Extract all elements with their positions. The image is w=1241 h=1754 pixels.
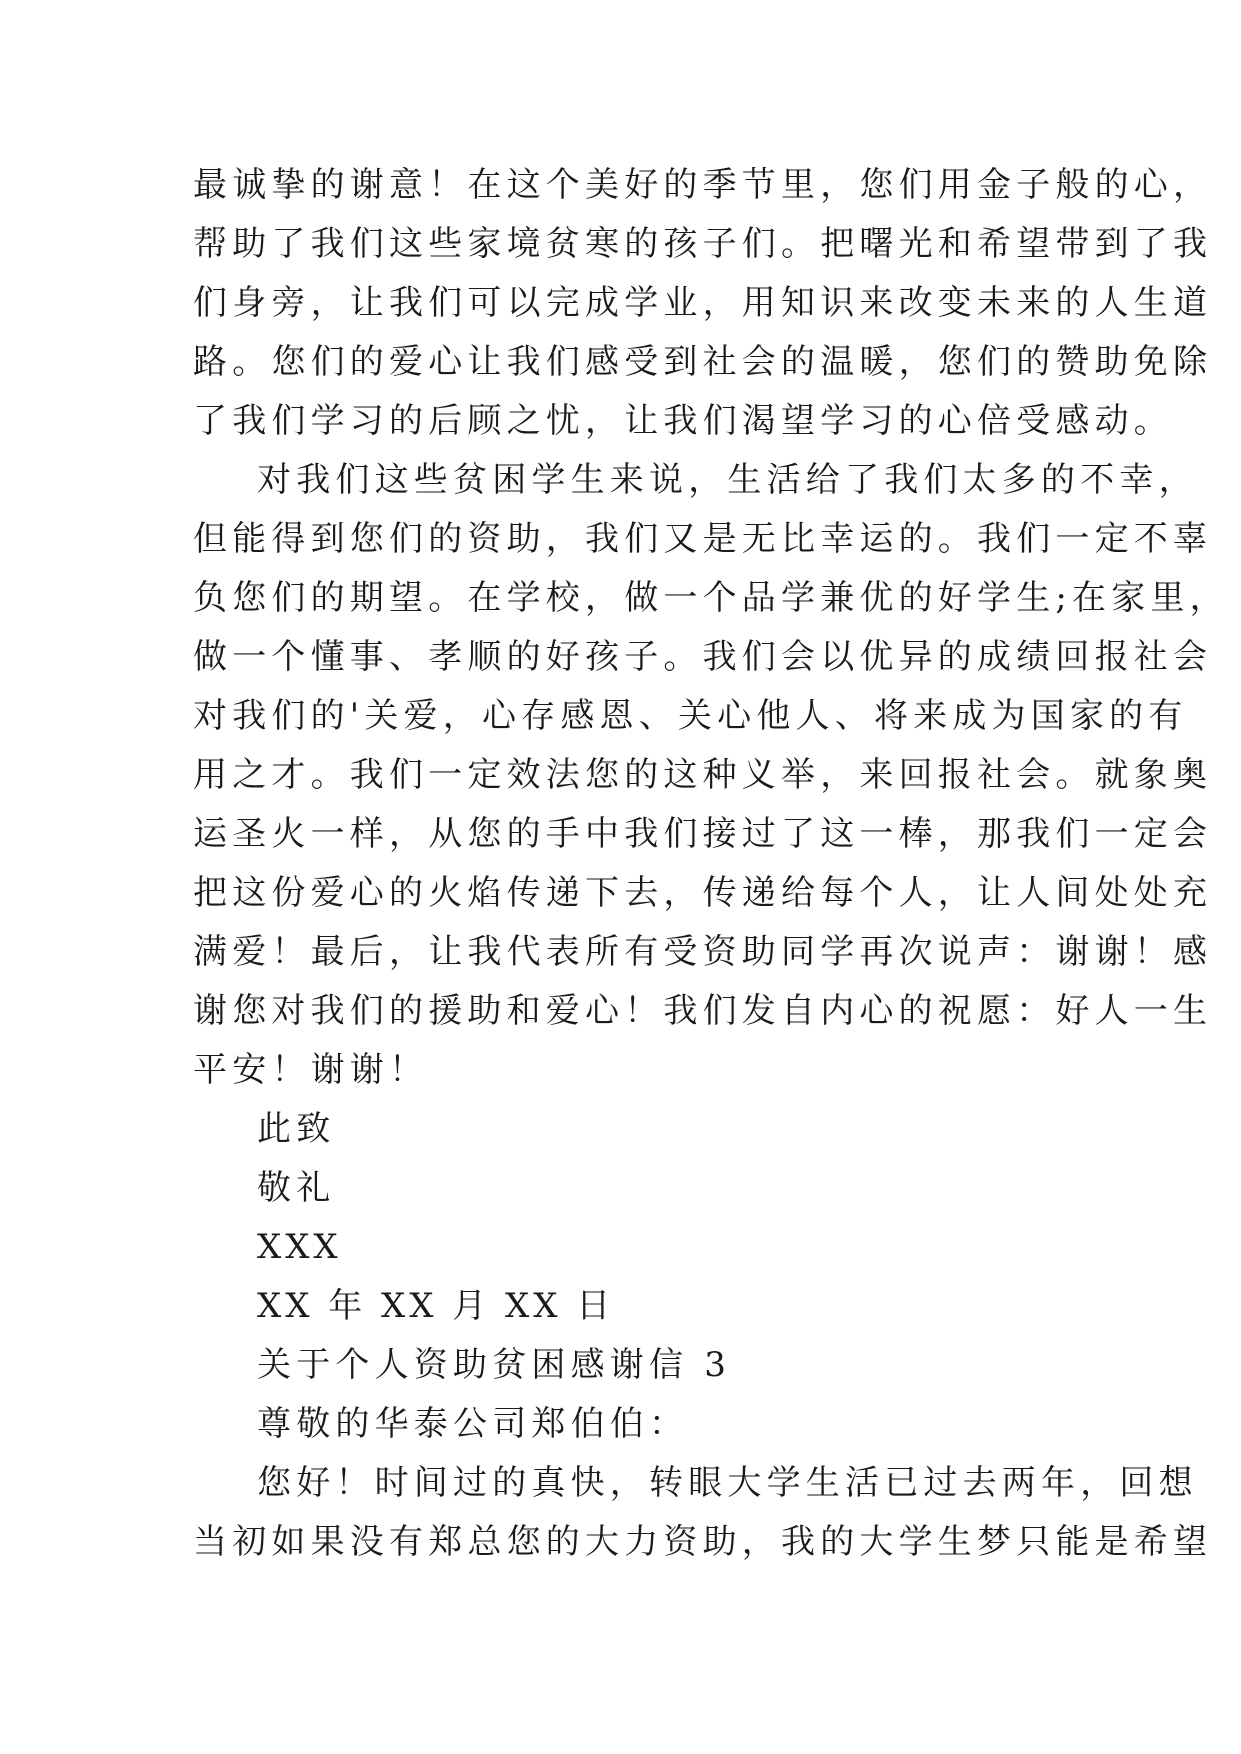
signature-date: XX 年 XX 月 XX 日: [257, 1286, 615, 1326]
paragraph-line: 最诚挚的谢意！在这个美好的季节里，您们用金子般的心，: [193, 165, 1213, 205]
closing-salutation: 此致: [257, 1109, 336, 1149]
paragraph-line: 了我们学习的后顾之忧，让我们渴望学习的心倍受感动。: [193, 401, 1173, 441]
paragraph-line: 运圣火一样，从您的手中我们接过了这一棒，那我们一定会: [193, 814, 1213, 854]
letter-body: [193, 156, 1229, 1572]
paragraph-line: 帮助了我们这些家境贫寒的孩子们。把曙光和希望带到了我: [193, 224, 1213, 264]
paragraph-line: 满爱！最后，让我代表所有受资助同学再次说声：谢谢！感: [193, 932, 1213, 972]
paragraph-line: 您好！时间过的真快，转眼大学生活已过去两年，回想: [257, 1463, 1198, 1503]
signature-name: XXX: [257, 1227, 342, 1267]
closing-regards: 敬礼: [257, 1168, 336, 1208]
paragraph-line: 当初如果没有郑总您的大力资助，我的大学生梦只能是希望: [193, 1522, 1213, 1562]
paragraph-line: 路。您们的爱心让我们感受到社会的温暖，您们的赞助免除: [193, 342, 1213, 382]
paragraph-line: 把这份爱心的火焰传递下去，传递给每个人，让人间处处充: [193, 873, 1213, 913]
paragraph-line: 谢您对我们的援助和爱心！我们发自内心的祝愿：好人一生: [193, 991, 1213, 1031]
paragraph-line: 负您们的期望。在学校，做一个品学兼优的好学生;在家里，: [193, 578, 1229, 618]
paragraph-line: 做一个懂事、孝顺的好孩子。我们会以优异的成绩回报社会: [193, 637, 1213, 677]
paragraph-line: 但能得到您们的资助，我们又是无比幸运的。我们一定不辜: [193, 519, 1213, 559]
paragraph-line: 们身旁，让我们可以完成学业，用知识来改变未来的人生道: [193, 283, 1213, 323]
paragraph-line: 用之才。我们一定效法您的这种义举，来回报社会。就象奥: [193, 755, 1213, 795]
paragraph-line: 对我们这些贫困学生来说，生活给了我们太多的不幸，: [257, 460, 1198, 500]
paragraph-line: 平安！谢谢！: [193, 1050, 429, 1090]
section-heading: 关于个人资助贫困感谢信 3: [257, 1345, 732, 1385]
paragraph-line: 对我们的'关爱，心存感恩、关心他人、将来成为国家的有: [193, 696, 1188, 736]
letter-greeting: 尊敬的华泰公司郑伯伯：: [257, 1404, 689, 1444]
